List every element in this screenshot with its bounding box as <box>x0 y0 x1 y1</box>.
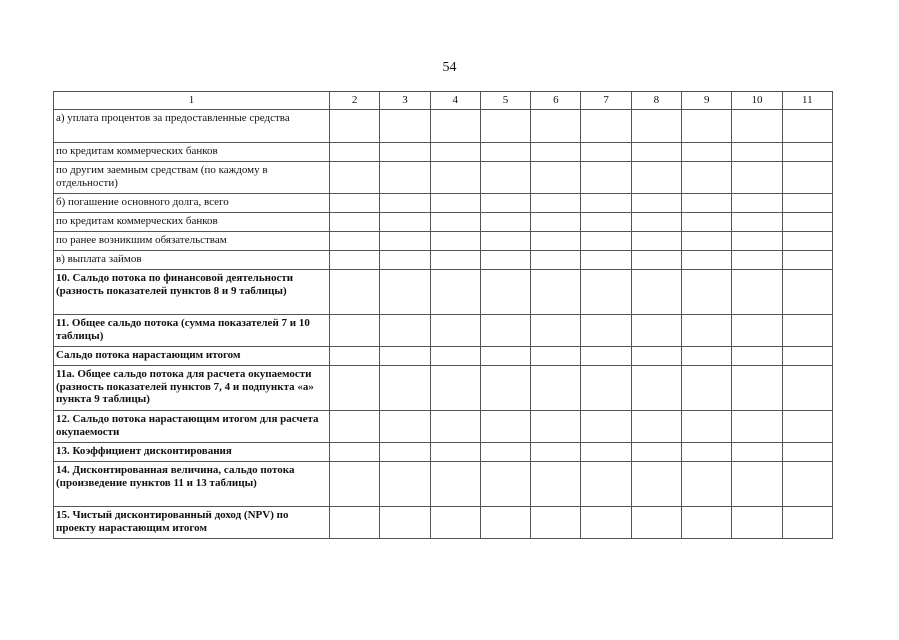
empty-cell <box>480 162 530 194</box>
empty-cell <box>631 251 681 270</box>
empty-cell <box>682 315 732 347</box>
empty-cell <box>330 315 380 347</box>
table-body <box>54 110 833 539</box>
empty-cell <box>480 213 530 232</box>
column-header: 6 <box>531 92 581 110</box>
row-label: по кредитам коммерческих банков <box>54 213 330 232</box>
empty-cell <box>732 162 782 194</box>
empty-cell <box>682 347 732 366</box>
page-number: 54 <box>442 60 457 75</box>
empty-cell <box>732 232 782 251</box>
empty-cell <box>330 366 380 411</box>
empty-cell <box>782 162 832 194</box>
empty-cell <box>682 110 732 143</box>
table-row <box>54 143 833 162</box>
empty-cell <box>430 232 480 251</box>
row-label: по ранее возникшим обязательствам <box>54 232 330 251</box>
empty-cell <box>631 443 681 462</box>
table-row <box>54 347 833 366</box>
empty-cell <box>732 462 782 507</box>
empty-cell <box>782 270 832 315</box>
empty-cell <box>581 462 631 507</box>
row-label: по другим заемным средствам (по каждому в отдельности) <box>54 162 330 194</box>
empty-cell <box>732 110 782 143</box>
empty-cell <box>330 232 380 251</box>
empty-cell <box>480 507 530 539</box>
empty-cell <box>480 251 530 270</box>
empty-cell <box>682 366 732 411</box>
empty-cell <box>782 366 832 411</box>
empty-cell <box>732 347 782 366</box>
row-label: 13. Коэффициент дисконтирования <box>54 443 330 462</box>
empty-cell <box>581 213 631 232</box>
empty-cell <box>732 366 782 411</box>
empty-cell <box>531 143 581 162</box>
table-row <box>54 162 833 194</box>
row-label: 14. Дисконтированная величина, сальдо потока (произведение пунктов 11 и 13 таблицы) <box>54 462 330 507</box>
empty-cell <box>380 411 430 443</box>
table-row <box>54 213 833 232</box>
empty-cell <box>430 251 480 270</box>
empty-cell <box>380 507 430 539</box>
empty-cell <box>531 213 581 232</box>
empty-cell <box>682 270 732 315</box>
empty-cell <box>581 270 631 315</box>
empty-cell <box>782 462 832 507</box>
empty-cell <box>380 462 430 507</box>
empty-cell <box>581 347 631 366</box>
empty-cell <box>430 110 480 143</box>
column-header: 4 <box>430 92 480 110</box>
row-label: б) погашение основного долга, всего <box>54 194 330 213</box>
empty-cell <box>531 507 581 539</box>
empty-cell <box>480 194 530 213</box>
empty-cell <box>430 213 480 232</box>
row-label: 10. Сальдо потока по финансовой деятельности (разность показателей пунктов 8 и 9 таблицы) <box>54 270 330 315</box>
empty-cell <box>531 462 581 507</box>
empty-cell <box>732 194 782 213</box>
table-row <box>54 443 833 462</box>
empty-cell <box>782 110 832 143</box>
empty-cell <box>782 315 832 347</box>
empty-cell <box>480 411 530 443</box>
empty-cell <box>430 270 480 315</box>
empty-cell <box>430 347 480 366</box>
empty-cell <box>380 162 430 194</box>
empty-cell <box>430 411 480 443</box>
empty-cell <box>732 315 782 347</box>
empty-cell <box>581 507 631 539</box>
header-row <box>54 92 833 110</box>
empty-cell <box>631 110 681 143</box>
column-header: 1 <box>54 92 330 110</box>
empty-cell <box>782 443 832 462</box>
empty-cell <box>480 143 530 162</box>
empty-cell <box>480 110 530 143</box>
empty-cell <box>581 411 631 443</box>
empty-cell <box>480 347 530 366</box>
empty-cell <box>430 194 480 213</box>
empty-cell <box>430 143 480 162</box>
empty-cell <box>782 213 832 232</box>
empty-cell <box>531 110 581 143</box>
empty-cell <box>782 232 832 251</box>
empty-cell <box>531 162 581 194</box>
column-header: 9 <box>682 92 732 110</box>
empty-cell <box>732 251 782 270</box>
empty-cell <box>380 213 430 232</box>
empty-cell <box>682 143 732 162</box>
empty-cell <box>330 347 380 366</box>
row-label: 11. Общее сальдо потока (сумма показателей 7 и 10 таблицы) <box>54 315 330 347</box>
empty-cell <box>631 315 681 347</box>
empty-cell <box>631 143 681 162</box>
empty-cell <box>430 443 480 462</box>
empty-cell <box>380 194 430 213</box>
table-row <box>54 411 833 443</box>
empty-cell <box>380 366 430 411</box>
empty-cell <box>682 213 732 232</box>
empty-cell <box>531 232 581 251</box>
empty-cell <box>380 251 430 270</box>
empty-cell <box>380 143 430 162</box>
empty-cell <box>682 232 732 251</box>
table-row <box>54 110 833 143</box>
empty-cell <box>330 251 380 270</box>
empty-cell <box>480 366 530 411</box>
empty-cell <box>682 411 732 443</box>
empty-cell <box>581 366 631 411</box>
empty-cell <box>330 194 380 213</box>
empty-cell <box>631 213 681 232</box>
empty-cell <box>380 232 430 251</box>
empty-cell <box>732 443 782 462</box>
empty-cell <box>531 315 581 347</box>
empty-cell <box>581 162 631 194</box>
empty-cell <box>330 143 380 162</box>
row-label: Сальдо потока нарастающим итогом <box>54 347 330 366</box>
table-row <box>54 507 833 539</box>
empty-cell <box>380 443 430 462</box>
empty-cell <box>782 347 832 366</box>
empty-cell <box>531 366 581 411</box>
empty-cell <box>682 251 732 270</box>
column-header: 3 <box>380 92 430 110</box>
empty-cell <box>531 347 581 366</box>
empty-cell <box>631 270 681 315</box>
empty-cell <box>631 162 681 194</box>
empty-cell <box>430 315 480 347</box>
empty-cell <box>682 443 732 462</box>
column-header: 11 <box>782 92 832 110</box>
empty-cell <box>682 194 732 213</box>
empty-cell <box>531 411 581 443</box>
empty-cell <box>581 251 631 270</box>
empty-cell <box>732 213 782 232</box>
empty-cell <box>631 232 681 251</box>
empty-cell <box>581 232 631 251</box>
empty-cell <box>330 162 380 194</box>
empty-cell <box>380 315 430 347</box>
empty-cell <box>531 194 581 213</box>
empty-cell <box>330 213 380 232</box>
empty-cell <box>682 462 732 507</box>
empty-cell <box>631 194 681 213</box>
empty-cell <box>732 270 782 315</box>
empty-cell <box>581 443 631 462</box>
empty-cell <box>480 315 530 347</box>
table-row <box>54 270 833 315</box>
empty-cell <box>430 162 480 194</box>
empty-cell <box>782 251 832 270</box>
table-row <box>54 366 833 411</box>
empty-cell <box>732 143 782 162</box>
empty-cell <box>531 270 581 315</box>
empty-cell <box>631 507 681 539</box>
empty-cell <box>581 194 631 213</box>
table-row <box>54 315 833 347</box>
empty-cell <box>682 507 732 539</box>
empty-cell <box>330 507 380 539</box>
empty-cell <box>631 347 681 366</box>
row-label: 11а. Общее сальдо потока для расчета окупаемости (разность показателей пунктов 7, 4 и подпункта «а» пункта 9 таблицы) <box>54 366 330 411</box>
empty-cell <box>682 162 732 194</box>
row-label: а) уплата процентов за предоставленные средства <box>54 110 330 143</box>
empty-cell <box>480 270 530 315</box>
empty-cell <box>631 411 681 443</box>
empty-cell <box>330 110 380 143</box>
empty-cell <box>732 507 782 539</box>
row-label: 12. Сальдо потока нарастающим итогом для расчета окупаемости <box>54 411 330 443</box>
column-header: 8 <box>631 92 681 110</box>
empty-cell <box>380 347 430 366</box>
empty-cell <box>631 366 681 411</box>
row-label: в) выплата займов <box>54 251 330 270</box>
empty-cell <box>531 443 581 462</box>
row-label: 15. Чистый дисконтированный доход (NPV) по проекту нарастающим итогом <box>54 507 330 539</box>
empty-cell <box>732 411 782 443</box>
table-row <box>54 232 833 251</box>
empty-cell <box>631 462 681 507</box>
empty-cell <box>581 110 631 143</box>
financial-flow-table <box>53 91 833 539</box>
empty-cell <box>480 462 530 507</box>
column-header: 10 <box>732 92 782 110</box>
empty-cell <box>581 143 631 162</box>
empty-cell <box>380 270 430 315</box>
column-header: 7 <box>581 92 631 110</box>
empty-cell <box>330 270 380 315</box>
empty-cell <box>480 232 530 251</box>
empty-cell <box>330 462 380 507</box>
column-header: 5 <box>480 92 530 110</box>
empty-cell <box>782 194 832 213</box>
empty-cell <box>330 411 380 443</box>
empty-cell <box>430 366 480 411</box>
empty-cell <box>380 110 430 143</box>
table-row <box>54 251 833 270</box>
row-label: по кредитам коммерческих банков <box>54 143 330 162</box>
empty-cell <box>581 315 631 347</box>
table-row <box>54 194 833 213</box>
empty-cell <box>480 443 530 462</box>
empty-cell <box>782 143 832 162</box>
empty-cell <box>430 507 480 539</box>
empty-cell <box>782 411 832 443</box>
table-row <box>54 462 833 507</box>
column-header: 2 <box>330 92 380 110</box>
empty-cell <box>330 443 380 462</box>
empty-cell <box>531 251 581 270</box>
empty-cell <box>430 462 480 507</box>
empty-cell <box>782 507 832 539</box>
